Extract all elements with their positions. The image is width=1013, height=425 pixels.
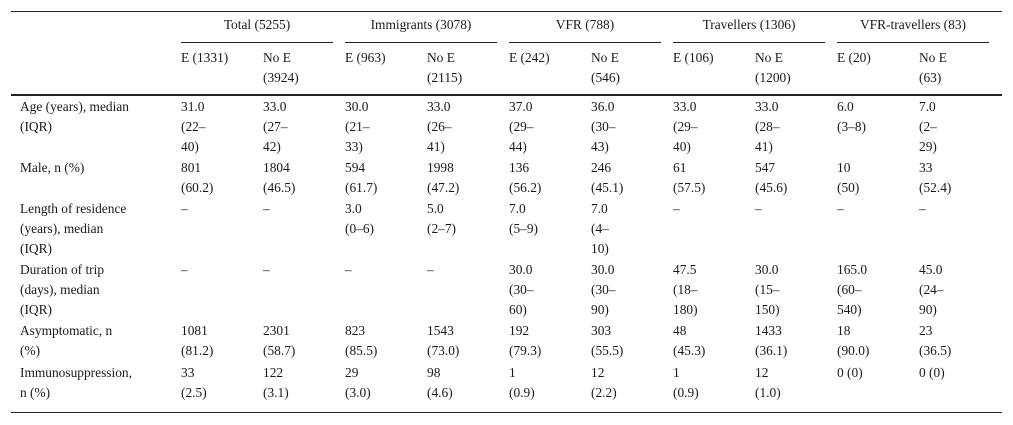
table-cell: 45.0 (24– 90): [919, 262, 944, 317]
table-cell: 303 (55.5): [591, 323, 624, 358]
table-cell: –: [181, 262, 188, 277]
group-header-rule: [673, 42, 825, 43]
table-cell: 7.0 (5–9): [509, 201, 539, 236]
table-bottom-rule: [11, 412, 1002, 413]
table-cell: 2301 (58.7): [263, 323, 296, 358]
table-cell: –: [263, 201, 270, 216]
table-cell: 5.0 (2–7): [427, 201, 457, 236]
table-cell: –: [755, 201, 762, 216]
table-cell: 547 (45.6): [755, 160, 788, 195]
row-label: Male, n (%): [20, 160, 85, 175]
table-cell: 165.0 (60– 540): [837, 262, 868, 317]
header-bottom-rule: [11, 94, 1002, 96]
table-cell: 33 (52.4): [919, 160, 952, 195]
group-header: Total (5255): [223, 17, 291, 32]
row-label: Age (years), median (IQR): [20, 99, 129, 134]
table-cell: 0 (0): [919, 365, 945, 380]
table-cell: 3.0 (0–6): [345, 201, 375, 236]
row-label: Asymptomatic, n (%): [20, 323, 113, 358]
table-cell: 33.0 (29– 40): [673, 99, 698, 154]
group-header-rule: [837, 42, 989, 43]
table-cell: 37.0 (29– 44): [509, 99, 534, 154]
table-cell: 7.0 (4– 10): [591, 201, 609, 256]
table-cell: 1433 (36.1): [755, 323, 788, 358]
table-cell: 29 (3.0): [345, 365, 371, 400]
table-cell: 1 (0.9): [673, 365, 699, 400]
table-cell: 31.0 (22– 40): [181, 99, 206, 154]
table-cell: 1998 (47.2): [427, 160, 460, 195]
column-header: No E (2115): [427, 50, 463, 85]
table-cell: 30.0 (30– 60): [509, 262, 534, 317]
row-label: Immunosuppression, n (%): [20, 365, 132, 400]
row-label: Duration of trip (days), median (IQR): [20, 262, 105, 317]
table-cell: 30.0 (15– 150): [755, 262, 780, 317]
table-cell: 33.0 (28– 41): [755, 99, 780, 154]
table-cell: 801 (60.2): [181, 160, 214, 195]
table-cell: 6.0 (3–8): [837, 99, 867, 134]
table-cell: 23 (36.5): [919, 323, 952, 358]
table-cell: 7.0 (2– 29): [919, 99, 937, 154]
table-cell: 30.0 (21– 33): [345, 99, 370, 154]
column-header: No E (546): [591, 50, 621, 85]
table-cell: 61 (57.5): [673, 160, 706, 195]
table-cell: 192 (79.3): [509, 323, 542, 358]
table-cell: 33.0 (27– 42): [263, 99, 288, 154]
table-cell: 12 (1.0): [755, 365, 781, 400]
table-cell: 0 (0): [837, 365, 863, 380]
table-cell: 1543 (73.0): [427, 323, 460, 358]
table-cell: 1081 (81.2): [181, 323, 214, 358]
column-header: E (20): [837, 50, 871, 65]
table-cell: 36.0 (30– 43): [591, 99, 616, 154]
group-header: VFR-travellers (83): [860, 17, 966, 32]
table-cell: –: [919, 201, 926, 216]
group-header-rule: [509, 42, 661, 43]
column-header: E (106): [673, 50, 714, 65]
table-cell: 246 (45.1): [591, 160, 624, 195]
table-cell: 98 (4.6): [427, 365, 453, 400]
table-cell: 47.5 (18– 180): [673, 262, 698, 317]
row-label: Length of residence (years), median (IQR): [20, 201, 127, 256]
table-cell: –: [673, 201, 680, 216]
table-cell: 18 (90.0): [837, 323, 870, 358]
column-header: No E (1200): [755, 50, 791, 85]
table-cell: –: [181, 201, 188, 216]
group-header-rule: [345, 42, 497, 43]
column-header: E (242): [509, 50, 550, 65]
group-header: Immigrants (3078): [370, 17, 472, 32]
table-cell: 33 (2.5): [181, 365, 207, 400]
column-header: E (963): [345, 50, 386, 65]
group-header: Travellers (1306): [702, 17, 796, 32]
table-cell: 12 (2.2): [591, 365, 617, 400]
column-header: No E (3924): [263, 50, 299, 85]
column-header: E (1331): [181, 50, 229, 65]
table-cell: 136 (56.2): [509, 160, 542, 195]
table-cell: 1804 (46.5): [263, 160, 296, 195]
table-cell: 122 (3.1): [263, 365, 289, 400]
table-cell: –: [263, 262, 270, 277]
table-cell: 823 (85.5): [345, 323, 378, 358]
table-cell: 33.0 (26– 41): [427, 99, 452, 154]
column-header: No E (63): [919, 50, 947, 85]
table-cell: –: [427, 262, 434, 277]
group-header: VFR (788): [555, 17, 615, 32]
table-cell: 1 (0.9): [509, 365, 535, 400]
table-cell: –: [345, 262, 352, 277]
table-cell: 10 (50): [837, 160, 860, 195]
table-cell: 48 (45.3): [673, 323, 706, 358]
table-cell: 30.0 (30– 90): [591, 262, 616, 317]
table-cell: 594 (61.7): [345, 160, 378, 195]
table-top-rule: [11, 11, 1002, 12]
table-cell: –: [837, 201, 844, 216]
group-header-rule: [181, 42, 333, 43]
